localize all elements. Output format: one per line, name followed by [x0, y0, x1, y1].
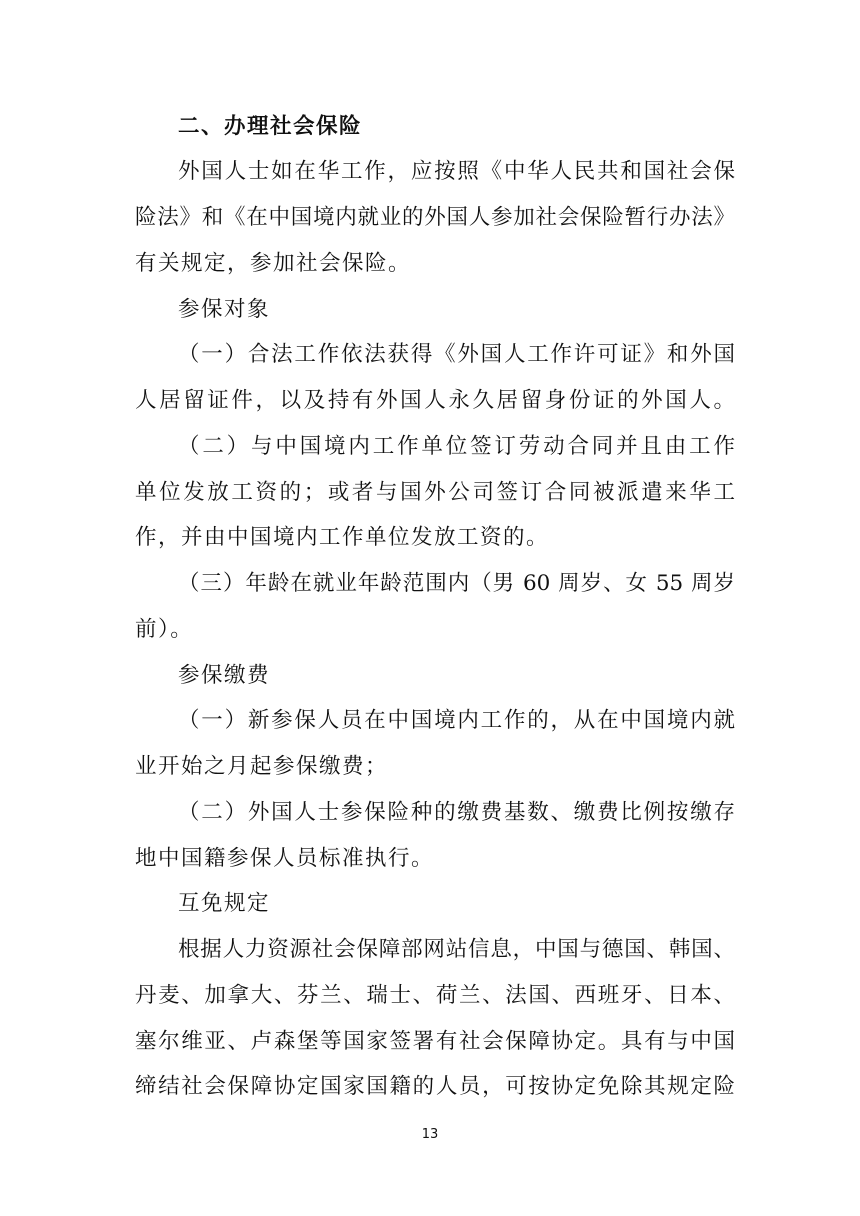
contribution-item2-line2: 地中国籍参保人员标准执行。: [135, 846, 435, 871]
exemption-title: 互免规定: [178, 891, 271, 916]
contribution-item1-line2: 业开始之月起参保缴费；: [135, 754, 389, 779]
intro-line-1: 外国人士如在华工作，应按照《中华人民共和国社会保: [178, 159, 735, 184]
intro-line-2: 险法》和《在中国境内就业的外国人参加社会保险暂行办法》: [135, 205, 735, 230]
insured-scope-item2-line3: 作，并由中国境内工作单位发放工资的。: [135, 525, 550, 550]
contribution-item2-line1: （二）外国人士参保险种的缴费基数、缴费比例按缴存: [178, 800, 735, 825]
insured-scope-item2-line1: （二）与中国境内工作单位签订劳动合同并且由工作: [178, 434, 735, 459]
insured-scope-item2-line2: 单位发放工资的；或者与国外公司签订合同被派遣来华工: [135, 480, 735, 505]
insured-scope-item1-line1: （一）合法工作依法获得《外国人工作许可证》和外国: [178, 342, 735, 367]
insured-scope-item3-line2: 前）。: [135, 617, 194, 642]
exemption-line-4: 缔结社会保障协定国家国籍的人员，可按协定免除其规定险: [135, 1074, 735, 1099]
exemption-line-1: 根据人力资源社会保障部网站信息，中国与德国、韩国、: [178, 937, 735, 962]
insured-scope-item1-line2: 人居留证件，以及持有外国人永久居留身份证的外国人。: [135, 388, 735, 413]
insured-scope-title: 参保对象: [178, 297, 271, 322]
contribution-title: 参保缴费: [178, 663, 271, 688]
page-number: 13: [421, 1127, 439, 1142]
contribution-item1-line1: （一）新参保人员在中国境内工作的，从在中国境内就: [178, 708, 735, 733]
exemption-line-3: 塞尔维亚、卢森堡等国家签署有社会保障协定。具有与中国: [135, 1029, 735, 1054]
exemption-line-2: 丹麦、加拿大、芬兰、瑞士、荷兰、法国、西班牙、日本、: [135, 983, 735, 1008]
intro-line-3: 有关规定，参加社会保险。: [135, 251, 412, 276]
section-heading: 二、办理社会保险: [178, 114, 363, 139]
insured-scope-item3-line1: （三）年龄在就业年龄范围内（男 60 周岁、女 55 周岁: [178, 571, 735, 596]
